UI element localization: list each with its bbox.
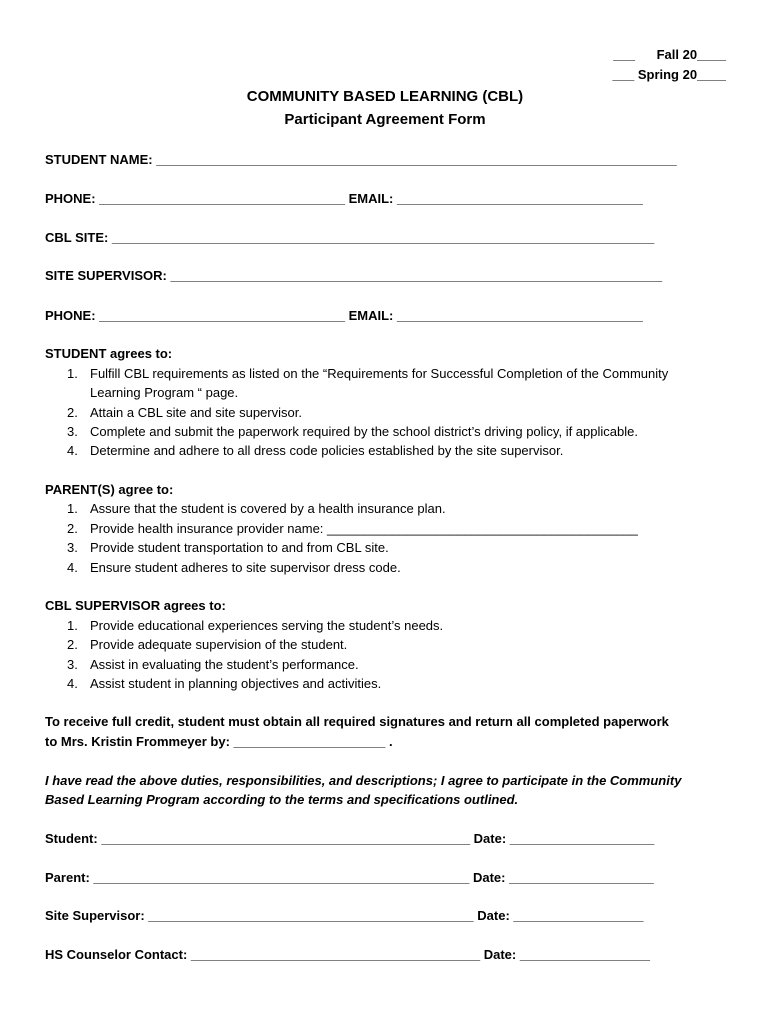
credit-note-line1: To receive full credit, student must obtain all required signatures and return all completed paperwork <box>45 714 669 729</box>
term-spring[interactable]: ___ Spring 20____ <box>612 67 726 82</box>
list-item: 1. Fulfill CBL requirements as listed on the “Requirements for Successful Completion of the Community <box>67 366 669 381</box>
list-item: 3. Provide student transportation to and from CBL site. <box>67 540 389 555</box>
student-phone-email-field[interactable]: PHONE: __________________________________ EMAIL: __________________________________ <box>45 191 643 206</box>
student-signature-field[interactable]: Student: ___________________________________________________ Date: ____________________ <box>45 831 655 846</box>
page-title: COMMUNITY BASED LEARNING (CBL) <box>246 88 524 105</box>
site-supervisor-signature-field[interactable]: Site Supervisor: _____________________________________________ Date: __________________ <box>45 908 644 923</box>
list-item: 2. Provide adequate supervision of the student. <box>67 637 348 652</box>
list-item[interactable]: 2. Provide health insurance provider name: ___________________________________________ <box>67 521 638 536</box>
list-item: 3. Assist in evaluating the student’s performance. <box>67 657 359 672</box>
page-subtitle: Participant Agreement Form <box>284 111 486 128</box>
list-item: 1. Provide educational experiences serving the student’s needs. <box>67 618 444 633</box>
list-item: 4. Ensure student adheres to site supervisor dress code. <box>67 560 401 575</box>
student-section-heading: STUDENT agrees to: <box>45 346 173 361</box>
term-fall[interactable]: ___ Fall 20____ <box>613 47 726 62</box>
parent-section-heading: PARENT(S) agree to: <box>45 482 174 497</box>
site-supervisor-field[interactable]: SITE SUPERVISOR: ____________________________________________________________________ <box>45 268 663 283</box>
list-item: 1. Assure that the student is covered by a health insurance plan. <box>67 501 446 516</box>
parent-signature-field[interactable]: Parent: ____________________________________________________ Date: ____________________ <box>45 870 654 885</box>
hs-counselor-signature-field[interactable]: HS Counselor Contact: ________________________________________ Date: __________________ <box>45 947 650 962</box>
supervisor-section-heading: CBL SUPERVISOR agrees to: <box>45 598 226 613</box>
credit-note-line2[interactable]: to Mrs. Kristin Frommeyer by: _____________________ . <box>45 734 393 749</box>
agreement-line1: I have read the above duties, responsibilities, and descriptions; I agree to participate in the Community <box>45 773 682 788</box>
list-item-continuation: Learning Program “ page. <box>90 385 239 400</box>
list-item: 4. Assist student in planning objectives and activities. <box>67 676 382 691</box>
list-item: 2. Attain a CBL site and site supervisor. <box>67 405 302 420</box>
cbl-site-field[interactable]: CBL SITE: ___________________________________________________________________________ <box>45 230 655 245</box>
student-name-field[interactable]: STUDENT NAME: ________________________________________________________________________ <box>45 152 677 167</box>
list-item: 3. Complete and submit the paperwork required by the school district’s driving policy, if applicable. <box>67 424 638 439</box>
supervisor-phone-email-field[interactable]: PHONE: __________________________________ EMAIL: __________________________________ <box>45 308 643 323</box>
list-item: 4. Determine and adhere to all dress code policies established by the site supervisor. <box>67 443 564 458</box>
agreement-line2: Based Learning Program according to the terms and specifications outlined. <box>45 792 519 807</box>
